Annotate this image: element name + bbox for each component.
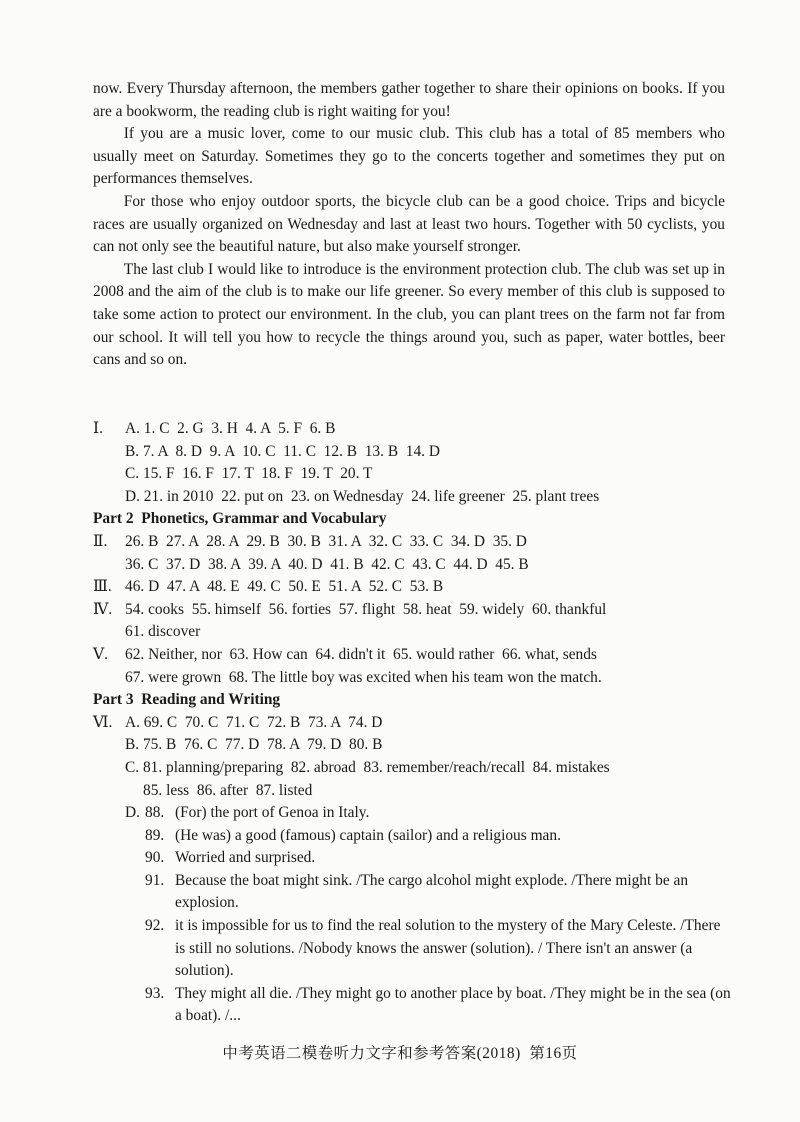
section-6-d-row [93, 870, 733, 915]
answer-text: They might all die. /They might go to another place by boat. /They might be in the sea (on a boat). /... [175, 984, 731, 1025]
transcript-paragraph: The last club I would like to introduce is the environment protection club. The club was set up in 2008 and the aim of the club is to make our life greener. So every member of this club is supposed to take some action to protect our environment. In the club, you can plant trees on the farm not far from our school. It will tell you how to recycle the things around you, such as paper, water bottles, beer cans and so on. [93, 260, 725, 369]
section-5-row [93, 644, 733, 667]
section-6-d-row [93, 825, 733, 848]
section-6-d-row [93, 915, 733, 983]
answer-text: it is impossible for us to find the real solution to the mystery of the Mary Celeste. /There is still no solutions. /Nobody knows the answer (solution). / There isn't an answer (a solution). [175, 917, 721, 980]
section-4-row [93, 621, 733, 644]
answer-line: 62. Neither, nor 63. How can 64. didn't it 65. would rather 66. what, sends [125, 645, 597, 663]
part-3-heading: Part 3 Reading and Writing [93, 691, 281, 709]
answer-text: (He was) a good (famous) captain (sailor) and a religious man. [175, 826, 561, 844]
section-6-row [93, 780, 733, 803]
answer-line: C. 81. planning/preparing 82. abroad 83. remember/reach/recall 84. mistakes [125, 758, 610, 776]
section-2-row [93, 554, 733, 577]
answer-line: 26. B 27. A 28. A 29. B 30. B 31. A 32. C 33. C 34. D 35. D [125, 532, 527, 550]
section-1-row [93, 418, 733, 441]
answer-text: Worried and surprised. [175, 849, 316, 867]
answer-line: A. 69. C 70. C 71. C 72. B 73. A 74. D [125, 713, 383, 731]
section-2-row [93, 531, 733, 554]
section-1-row [93, 486, 733, 509]
question-number: 92. [145, 917, 165, 935]
section-numeral: Ⅳ. [93, 600, 113, 618]
section-numeral: Ⅲ. [93, 578, 112, 596]
subsection-label: D. [125, 804, 140, 822]
answer-line: D. 21. in 2010 22. put on 23. on Wednesday 24. life greener 25. plant trees [125, 487, 600, 505]
section-5-row [93, 667, 733, 690]
section-3-row [93, 576, 733, 599]
section-numeral: Ⅰ. [93, 420, 103, 437]
section-numeral: Ⅴ. [93, 645, 108, 663]
answer-line: 54. cooks 55. himself 56. forties 57. flight 58. heat 59. widely 60. thankful [125, 600, 607, 618]
part-2-heading: Part 2 Phonetics, Grammar and Vocabulary [93, 510, 387, 528]
section-6-d-row [93, 983, 733, 1028]
question-number: 88. [145, 804, 165, 822]
section-6-d-row [93, 802, 733, 825]
section-6-d-row [93, 847, 733, 870]
answer-line: A. 1. C 2. G 3. H 4. A 5. F 6. B [125, 420, 336, 437]
section-1-row [93, 441, 733, 464]
answer-key [93, 418, 733, 1028]
answer-text: (For) the port of Genoa in Italy. [175, 804, 370, 822]
question-number: 90. [145, 849, 165, 867]
answer-line: B. 7. A 8. D 9. A 10. C 11. C 12. B 13. B 14. D [125, 442, 440, 460]
section-4-row [93, 599, 733, 622]
question-number: 93. [145, 984, 165, 1002]
answer-line: 61. discover [125, 623, 201, 641]
answer-line: 67. were grown 68. The little boy was excited when his team won the match. [125, 668, 602, 686]
section-1-row [93, 463, 733, 486]
answer-line: 46. D 47. A 48. E 49. C 50. E 51. A 52. C 53. B [125, 578, 444, 596]
transcript-paragraph: For those who enjoy outdoor sports, the bicycle club can be a good choice. Trips and bicycle races are usually organized on Wednesday and last at least two hours. Together with 50 cyclists, you can not only see the beautiful nature, but also make yourself stronger. [93, 192, 725, 256]
page-footer: 中考英语二模卷听力文字和参考答案(2018) 第16页 [222, 1045, 578, 1062]
question-number: 91. [145, 871, 165, 889]
listening-transcript [93, 78, 725, 372]
answer-line: 36. C 37. D 38. A 39. A 40. D 41. B 42. C 43. C 44. D 45. B [125, 555, 529, 573]
section-6-row [93, 757, 733, 780]
section-6-row [93, 712, 733, 735]
transcript-paragraph: now. Every Thursday afternoon, the members gather together to share their opinions on books. If you are a bookworm, the reading club is right waiting for you! [93, 80, 725, 120]
section-numeral: Ⅱ. [93, 532, 108, 550]
section-numeral: Ⅵ. [93, 713, 113, 731]
answer-text: Because the boat might sink. /The cargo alcohol might explode. /There might be an explosion. [175, 871, 689, 912]
answer-line: B. 75. B 76. C 77. D 78. A 79. D 80. B [125, 736, 383, 754]
answer-line: 85. less 86. after 87. listed [143, 781, 313, 799]
transcript-paragraph: If you are a music lover, come to our music club. This club has a total of 85 members who usually meet on Saturday. Sometimes they go to the concerts together and sometimes they put on performances themselves. [93, 125, 725, 188]
answer-line: C. 15. F 16. F 17. T 18. F 19. T 20. T [125, 465, 373, 483]
question-number: 89. [145, 826, 165, 844]
section-6-row [93, 734, 733, 757]
